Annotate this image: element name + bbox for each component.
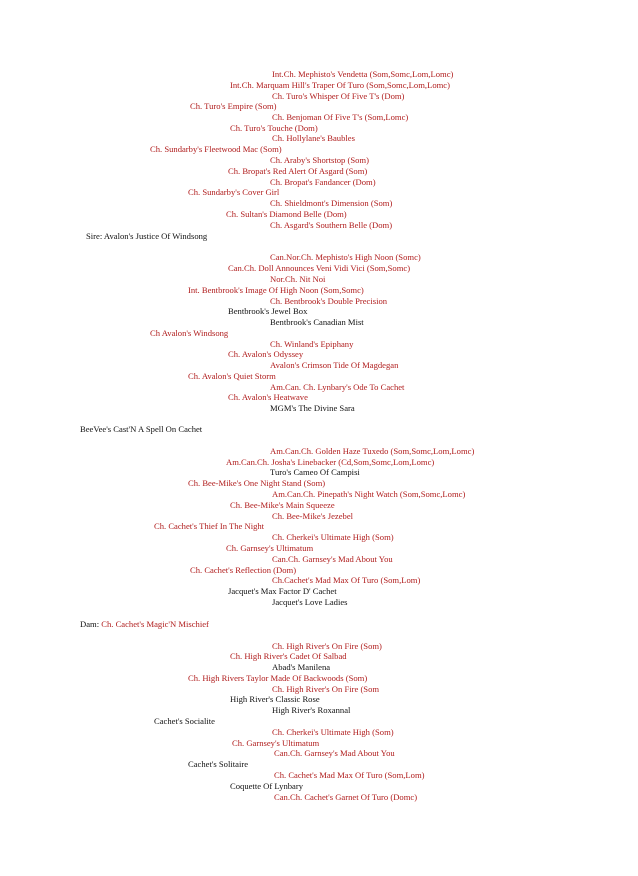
pedigree-entry: Am.Can.Ch. Pinepath's Night Watch (Som,Somc,Lomc) [272, 489, 466, 499]
pedigree-entry: Ch. Turo's Whisper Of Five T's (Dom) [272, 91, 405, 101]
pedigree-entry: Ch. Cherkei's Ultimate High (Som) [272, 532, 394, 542]
pedigree-entry: Ch. Avalon's Odyssey [228, 349, 304, 359]
pedigree-entry: Ch. Bee-Mike's Jezebel [272, 511, 354, 521]
pedigree-entry: Bentbrook's Canadian Mist [270, 317, 364, 327]
pedigree-entry: Ch. Garnsey's Ultimatum [232, 738, 320, 748]
pedigree-entry: Ch Avalon's Windsong [150, 328, 229, 338]
pedigree-entry: High River's Classic Rose [230, 694, 320, 704]
dam-line [80, 620, 209, 629]
pedigree-entry: Ch. Bropat's Fandancer (Dom) [270, 177, 376, 187]
pedigree-entry: Ch. Cachet's Thief In The Night [154, 521, 265, 531]
pedigree-entry: Ch. Sultan's Diamond Belle (Dom) [226, 209, 347, 219]
pedigree-entry: Can.Ch. Garnsey's Mad About You [272, 554, 393, 564]
pedigree-entry: Ch. High River's On Fire (Som) [272, 641, 382, 651]
pedigree-entry: Bentbrook's Jewel Box [228, 306, 308, 316]
pedigree-entry: Ch. Sundarby's Cover Girl [188, 187, 280, 197]
pedigree-entry: Int. Bentbrook's Image Of High Noon (Som,Somc) [188, 285, 364, 295]
pedigree-entry: Coquette Of Lynbary [230, 781, 304, 791]
pedigree-entry: Ch. High River's On Fire (Som [272, 684, 380, 694]
pedigree-entry: Can.Ch. Cachet's Garnet Of Turo (Domc) [274, 792, 418, 802]
pedigree-entry: Ch. Cherkei's Ultimate High (Som) [272, 727, 394, 737]
dam-name: Ch. Cachet's Magic'N Mischief [101, 619, 209, 629]
pedigree-entry: Ch. Cachet's Reflection (Dom) [190, 565, 297, 575]
pedigree-entry: Ch. Araby's Shortstop (Som) [270, 155, 369, 165]
pedigree-entry: Ch. High Rivers Taylor Made Of Backwoods (Som) [188, 673, 368, 683]
pedigree-entry: Ch. Avalon's Quiet Storm [188, 371, 276, 381]
pedigree-entry: Ch. Garnsey's Ultimatum [226, 543, 314, 553]
pedigree-entry: Ch. Bee-Mike's Main Squeeze [230, 500, 335, 510]
beevee-name: BeeVee's Cast'N A Spell On Cachet [80, 424, 203, 434]
pedigree-entry: Int.Ch. Mephisto's Vendetta (Som,Somc,Lom,Lomc) [272, 69, 454, 79]
pedigree-entry: Abad's Manilena [272, 662, 331, 672]
pedigree-entry: Ch. High River's Cadet Of Salbad [230, 651, 347, 661]
pedigree-entry: High River's Roxannal [272, 705, 351, 715]
pedigree-entry: Int.Ch. Marquam Hill's Traper Of Turo (Som,Somc,Lom,Lomc) [230, 80, 450, 90]
pedigree-entry: Avalon's Crimson Tide Of Magdegan [270, 360, 399, 370]
dam-label: Dam: [80, 619, 100, 629]
pedigree-entry: Can.Ch. Doll Announces Veni Vidi Vici (Som,Somc) [228, 263, 411, 273]
pedigree-entry: Am.Can. Ch. Lynbary's Ode To Cachet [270, 382, 405, 392]
pedigree-entry: Ch. Turo's Empire (Som) [190, 101, 277, 111]
pedigree-entry: Jacquet's Max Factor D' Cachet [228, 586, 337, 596]
pedigree-entry: Ch. Hollylane's Baubles [272, 133, 355, 143]
pedigree-entry: Ch. Bee-Mike's One Night Stand (Som) [188, 478, 326, 488]
pedigree-entry: Ch. Bentbrook's Double Precision [270, 296, 388, 306]
pedigree-entry: Can.Nor.Ch. Mephisto's High Noon (Somc) [270, 252, 421, 262]
pedigree-entry: Ch. Turo's Touche (Dom) [230, 123, 318, 133]
pedigree-entry: Ch. Bropat's Red Alert Of Asgard (Som) [228, 166, 368, 176]
pedigree-entry: Am.Can.Ch. Golden Haze Tuxedo (Som,Somc,Lom,Lomc) [270, 446, 475, 456]
pedigree-entry: Can.Ch. Garnsey's Mad About You [274, 748, 395, 758]
pedigree-entry: Ch.Cachet's Mad Max Of Turo (Som,Lom) [272, 575, 421, 585]
pedigree-entry: Cachet's Socialite [154, 716, 215, 726]
pedigree-entry: Ch. Winland's Epiphany [270, 339, 354, 349]
pedigree-entry: Ch. Cachet's Mad Max Of Turo (Som,Lom) [274, 770, 425, 780]
pedigree-entry: Ch. Benjoman Of Five T's (Som,Lomc) [272, 112, 409, 122]
pedigree-entry: Cachet's Solitaire [188, 759, 249, 769]
sire-name: Avalon's Justice Of Windsong [103, 231, 208, 241]
pedigree-entry: Nor.Ch. Nit Noi [270, 274, 326, 284]
sire-label: Sire: [86, 231, 103, 241]
pedigree-entry: Ch. Sundarby's Fleetwood Mac (Som) [150, 144, 282, 154]
pedigree-entry: Jacquet's Love Ladies [272, 597, 348, 607]
pedigree-entry: MGM's The Divine Sara [270, 403, 355, 413]
pedigree-entry: Am.Can.Ch. Josha's Linebacker (Cd,Som,Somc,Lom,Lomc) [226, 457, 435, 467]
sire-line [86, 232, 207, 241]
pedigree-entry: Ch. Shieldmont's Dimension (Som) [270, 198, 393, 208]
pedigree-entry: Ch. Asgard's Southern Belle (Dom) [270, 220, 393, 230]
pedigree-entry: Turo's Cameo Of Campisi [270, 467, 360, 477]
pedigree-entry: Ch. Avalon's Heatwave [228, 392, 308, 402]
